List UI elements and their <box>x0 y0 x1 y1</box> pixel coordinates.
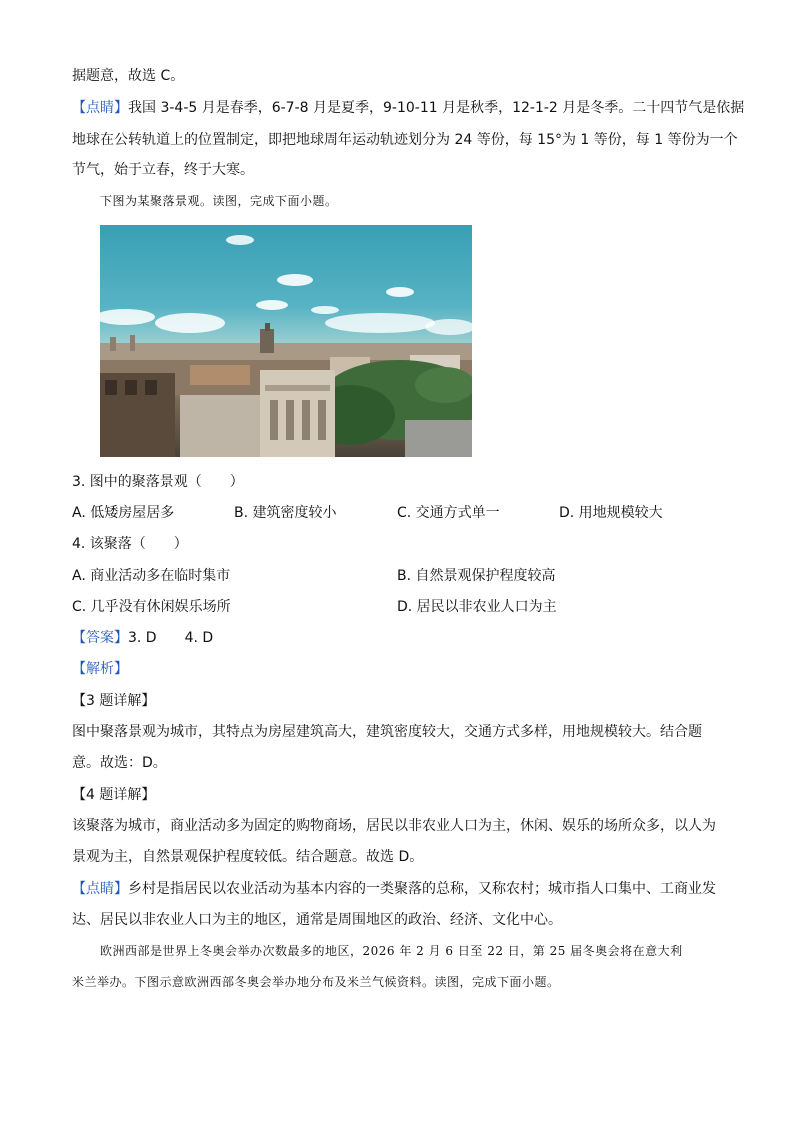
next-intro-line: 米兰举办。下图示意欧洲西部冬奥会举办地分布及米兰气候资料。读图，完成下面小题。 <box>72 975 560 989</box>
text-line: 达、居民以非农业人口为主的地区，通常是周围地区的政治、经济、文化中心。 <box>72 912 562 928</box>
q3-option-a[interactable]: A. 低矮房屋居多 <box>72 505 175 521</box>
q3-option-b[interactable]: B. 建筑密度较小 <box>234 505 337 521</box>
city-settlement-photo <box>100 225 472 457</box>
analysis-tag: 【解析】 <box>72 661 128 677</box>
next-intro-line: 欧洲西部是世界上冬奥会举办次数最多的地区，2026 年 2 月 6 日至 22 日，第 25 届冬奥会将在意大利 <box>100 944 683 958</box>
answer-text: 3. D 4. D <box>128 630 214 646</box>
question-intro: 下图为某聚落景观。读图，完成下面小题。 <box>100 194 338 208</box>
q3-option-d[interactable]: D. 用地规模较大 <box>559 505 663 521</box>
text-line: 意。故选：D。 <box>72 755 167 771</box>
q3-stem: 3. 图中的聚落景观（ ） <box>72 474 244 490</box>
text-line: 据题意，故选 C。 <box>72 68 185 84</box>
text-line: 地球在公转轨道上的位置制定，即把地球周年运动轨迹划分为 24 等份，每 15°为 1 等份，每 1 等份为一个 <box>72 132 738 148</box>
dianjing-tag: 【点睛】 <box>72 100 128 116</box>
q4-stem: 4. 该聚落（ ） <box>72 536 188 552</box>
text-line: 图中聚落景观为城市，其特点为房屋建筑高大，建筑密度较大，交通方式多样，用地规模较大。结合题 <box>72 724 702 740</box>
dianjing-tag: 【点睛】 <box>72 881 128 897</box>
answer-tag: 【答案】 <box>72 630 128 646</box>
q4-option-b[interactable]: B. 自然景观保护程度较高 <box>397 568 556 584</box>
q4-option-c[interactable]: C. 几乎没有休闲娱乐场所 <box>72 599 231 615</box>
q3-detail-tag: 【3 题详解】 <box>72 693 156 709</box>
dianjing-text: 乡村是指居民以农业活动为基本内容的一类聚落的总称，又称农村；城市指人口集中、工商业发 <box>128 881 716 897</box>
dianjing-paragraph <box>72 879 716 899</box>
answer-line <box>72 628 213 648</box>
text-line: 景观为主，自然景观保护程度较低。结合题意。故选 D。 <box>72 849 424 865</box>
text-line: 该聚落为城市，商业活动多为固定的购物商场，居民以非农业人口为主，休闲、娱乐的场所众多，以人为 <box>72 818 716 834</box>
q4-option-a[interactable]: A. 商业活动多在临时集市 <box>72 568 231 584</box>
dianjing-text: 我国 3-4-5 月是春季，6-7-8 月是夏季，9-10-11 月是秋季，12-1-2 月是冬季。二十四节气是依据 <box>128 100 745 116</box>
dianjing-paragraph <box>72 98 744 118</box>
q3-option-c[interactable]: C. 交通方式单一 <box>397 505 500 521</box>
q4-option-d[interactable]: D. 居民以非农业人口为主 <box>397 599 557 615</box>
q4-detail-tag: 【4 题详解】 <box>72 787 156 803</box>
text-line: 节气，始于立春，终于大寒。 <box>72 162 254 178</box>
